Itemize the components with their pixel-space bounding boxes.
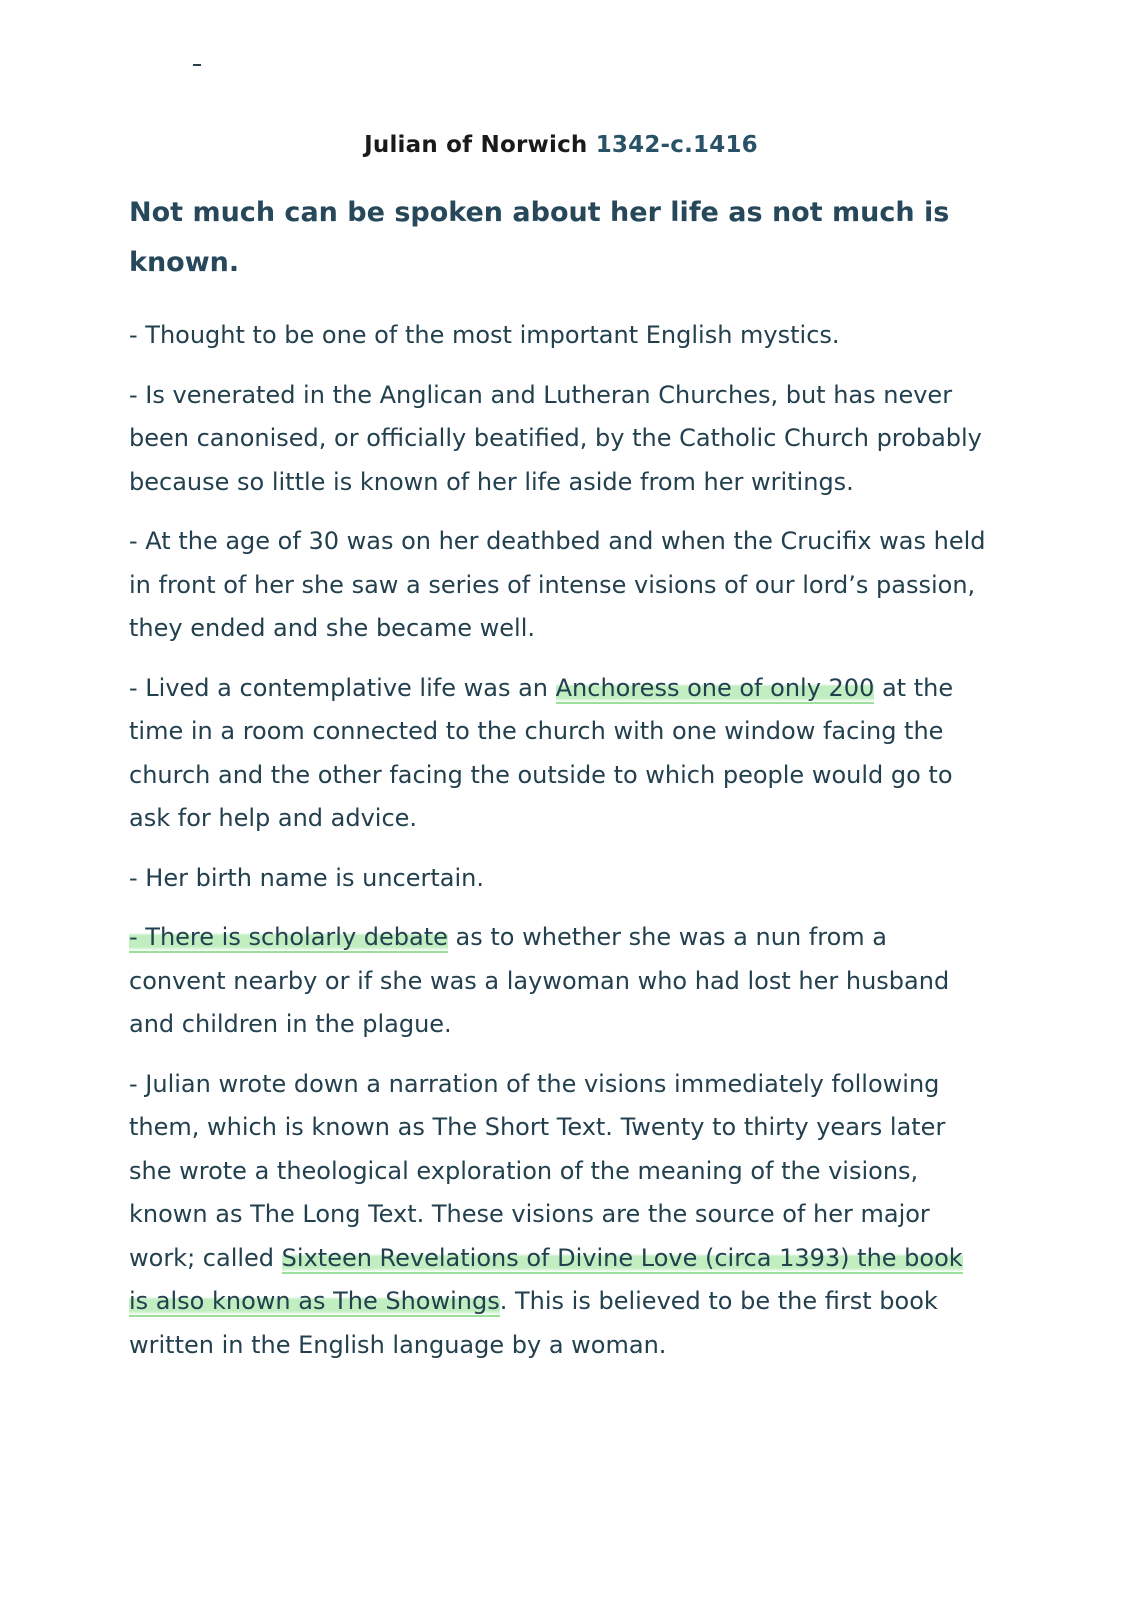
paragraph-revelations-after: . This is believed to be the first book written in the English language by a woman. — [129, 1287, 938, 1359]
paragraph-anchoress — [129, 667, 989, 841]
paragraph-revelations — [129, 1063, 989, 1368]
stray-pen-mark — [193, 64, 201, 66]
highlighted-text: Anchoress one of only 200 — [555, 673, 875, 702]
paragraph-deathbed-visions: - At the age of 30 was on her deathbed and when the Crucifix was held in front of her she saw a series of intense visions of our lord’s passion, they ended and she became well. — [129, 527, 986, 642]
highlighted-text: Sixteen Revelations of Divine Love (circa 1393) the book is also known as The Showings — [129, 1243, 963, 1315]
paragraph-revelations-before: - Julian wrote down a narration of the visions immediately following them, which is known as The Short Text. Twenty to thirty years later she wrote a theological exploration of the meaning of the visions, known as The Long Text. These visions are the source of her major work; called — [129, 1069, 946, 1272]
title-name: Julian of Norwich — [364, 132, 588, 158]
paragraph-veneration: - Is venerated in the Anglican and Lutheran Churches, but has never been canonised, or officially beatified, by the Catholic Church probably because so little is known of her life aside from her writings. — [129, 380, 982, 496]
document-body — [129, 188, 989, 1383]
title-dates: 1342-c.1416 — [595, 132, 758, 158]
paragraph-debate-after: as to whether she was a nun from a convent nearby or if she was a laywoman who had lost her husband and children in the plague. — [129, 923, 950, 1038]
paragraph-birth-name: - Her birth name is uncertain. — [129, 863, 484, 892]
paragraph-scholarly-debate — [129, 916, 989, 1047]
document-title — [0, 132, 1122, 158]
intro-heading: Not much can be spoken about her life as not much is known. — [129, 197, 950, 278]
highlighted-text: - There is scholarly debate — [129, 923, 448, 951]
paragraph-anchoress-after: at the time in a room connected to the church with one window facing the church and the other facing the outside to which people would go to ask for help and advice. — [129, 673, 954, 832]
paragraph-anchoress-before: - Lived a contemplative life was an — [129, 673, 556, 702]
paragraph-mystic: - Thought to be one of the most important English mystics. — [129, 321, 840, 349]
